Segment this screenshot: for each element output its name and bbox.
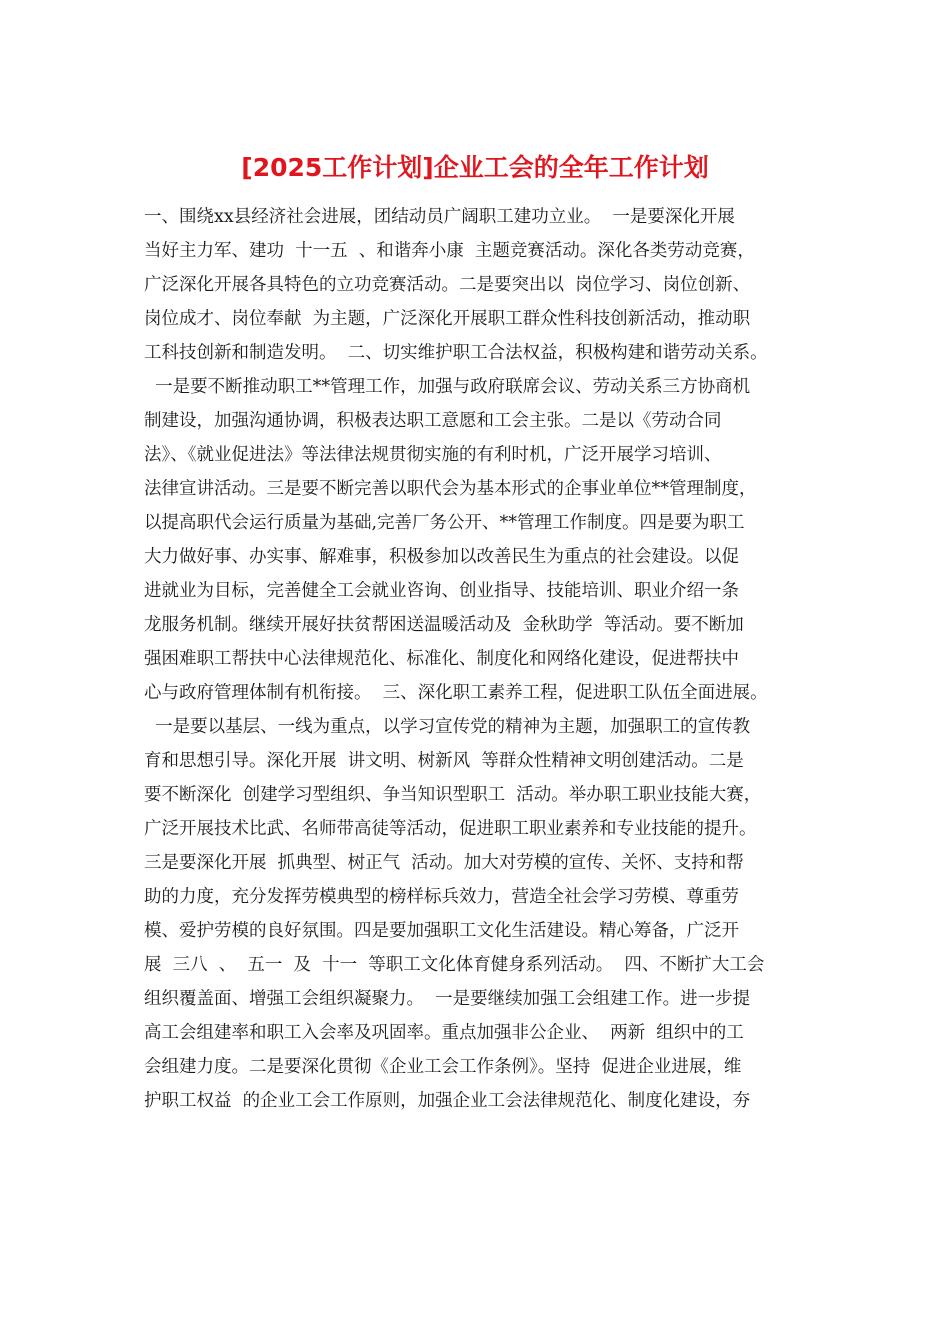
body-line: 会组建力度。二是要深化贯彻《企业工会工作条例》。坚持 促进企业进展，维 [144,1057,742,1077]
body-line: 一是要以基层、一线为重点，以学习宣传党的精神为主题，加强职工的宣传教 [144,717,751,737]
body-line: 法》、《就业促进法》等法律法规贯彻实施的有利时机，广泛开展学习培训、 [144,445,722,465]
body-line: 一、围绕xx县经济社会进展，团结动员广阔职工建功立业。 一是要深化开展 [144,207,735,227]
body-line: 护职工权益 的企业工会工作原则，加强企业工会法律规范化、制度化建设，夯 [144,1091,751,1111]
body-line: 工科技创新和制造发明。 二、切实维护职工合法权益，积极构建和谐劳动关系。 [144,343,768,363]
body-line: 广泛开展技术比武、名师带高徒等活动，促进职工职业素养和专业技能的提升。 [144,819,757,839]
body-line: 要不断深化 创建学习型组织、争当知识型职工 活动。举办职工职业技能大赛， [144,785,762,805]
document-title: [2025工作计划]企业工会的全年工作计划 [241,153,709,182]
body-line: 三是要深化开展 抓典型、树正气 活动。加大对劳模的宣传、关怀、支持和帮 [144,853,744,873]
body-line: 展 三八 、 五一 及 十一 等职工文化体育健身系列活动。 四、不断扩大工会 [144,955,765,975]
body-line: 进就业为目标，完善健全工会就业咨询、创业指导、技能培训、职业介绍一条 [144,581,739,601]
body-line: 岗位成才、岗位奉献 为主题，广泛深化开展职工群众性科技创新活动，推动职 [144,309,751,329]
body-line: 心与政府管理体制有机衔接。 三、深化职工素养工程，促进职工队伍全面进展。 [144,683,768,703]
body-line: 组织覆盖面、增强工会组织凝聚力。 一是要继续加强工会组建工作。进一步提 [144,989,751,1009]
body-line: 龙服务机制。继续开展好扶贫帮困送温暖活动及 金秋助学 等活动。要不断加 [144,615,744,635]
document-body [144,200,824,1118]
body-line: 强困难职工帮扶中心法律规范化、标准化、制度化和网络化建设，促进帮扶中 [144,649,739,669]
body-line: 以提高职代会运行质量为基础,完善厂务公开、**管理工作制度。四是要为职工 [144,513,745,533]
body-line: 高工会组建率和职工入会率及巩固率。重点加强非公企业、 两新 组织中的工 [144,1023,744,1043]
body-line: 法律宣讲活动。三是要不断完善以职代会为基本形式的企事业单位**管理制度， [144,479,757,499]
body-line: 当好主力军、建功 十一五 、和谐奔小康 主题竞赛活动。深化各类劳动竞赛， [144,241,755,261]
body-line: 育和思想引导。深化开展 讲文明、树新风 等群众性精神文明创建活动。二是 [144,751,744,771]
body-line: 一是要不断推动职工**管理工作，加强与政府联席会议、劳动关系三方协商机 [144,377,751,397]
body-line: 模、爱护劳模的良好氛围。四是要加强职工文化生活建设。精心筹备，广泛开 [144,921,739,941]
body-line: 大力做好事、办实事、解难事，积极参加以改善民生为重点的社会建设。以促 [144,547,739,567]
body-line: 助的力度，充分发挥劳模典型的榜样标兵效力，营造全社会学习劳模、尊重劳 [144,887,739,907]
body-line: 广泛深化开展各具特色的立功竞赛活动。二是要突出以 岗位学习、岗位创新、 [144,275,751,295]
body-line: 制建设，加强沟通协调，积极表达职工意愿和工会主张。二是以《劳动合同 [144,411,722,431]
